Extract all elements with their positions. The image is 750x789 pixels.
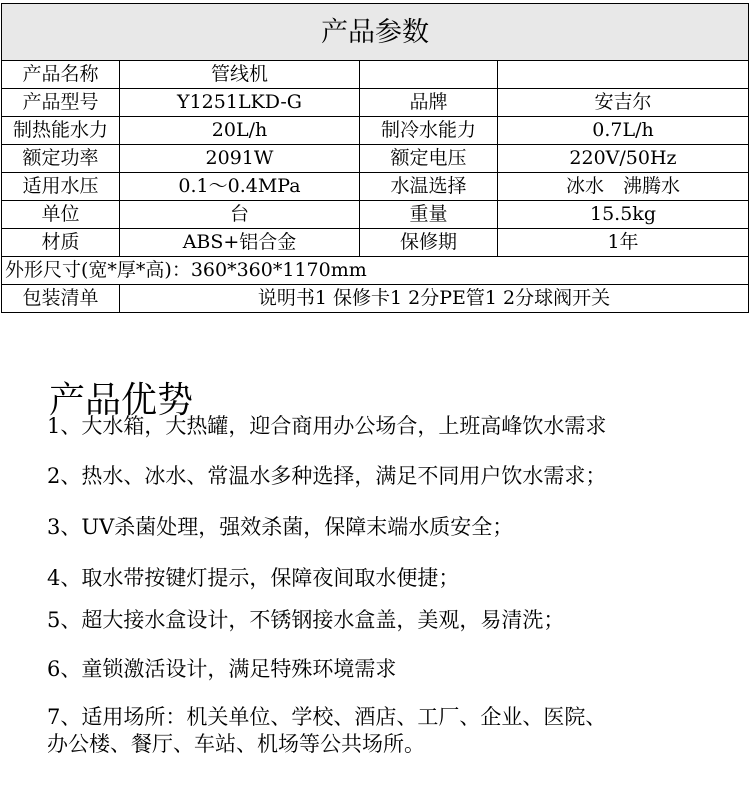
spec-label xyxy=(360,61,498,89)
spec-value: 台 xyxy=(120,201,360,229)
spec-value: Y1251LKD-G xyxy=(120,89,360,117)
spec-value: ABS+铝合金 xyxy=(120,229,360,257)
dimensions-cell: 外形尺寸(宽*厚*高)：360*360*1170mm xyxy=(2,257,749,285)
spec-value: 2091W xyxy=(120,145,360,173)
advantages-title: 产品优势 xyxy=(49,380,194,421)
spec-value: 管线机 xyxy=(120,61,360,89)
spec-value: 1年 xyxy=(498,229,749,257)
list-item: 3、UV杀菌处理，强效杀菌，保障末端水质安全； xyxy=(47,515,514,539)
table-row xyxy=(2,61,749,89)
spec-label: 材质 xyxy=(2,229,120,257)
spec-value: 安吉尔 xyxy=(498,89,749,117)
spec-value: 220V/50Hz xyxy=(498,145,749,173)
table-row xyxy=(2,173,749,201)
table-row xyxy=(2,229,749,257)
spec-label: 制热能水力 xyxy=(2,117,120,145)
table-row xyxy=(2,257,749,285)
spec-label: 适用水压 xyxy=(2,173,120,201)
packing-value: 说明书1 保修卡1 2分PE管1 2分球阀开关 xyxy=(120,285,749,313)
packing-label: 包装清单 xyxy=(2,285,120,313)
spec-label: 制冷水能力 xyxy=(360,117,498,145)
spec-value xyxy=(498,61,749,89)
spec-label: 额定电压 xyxy=(360,145,498,173)
spec-table-title: 产品参数 xyxy=(2,4,749,61)
list-item-line: 7、适用场所：机关单位、学校、酒店、工厂、企业、医院、 xyxy=(47,705,607,729)
spec-table xyxy=(1,3,749,313)
spec-value: 0.1～0.4MPa xyxy=(120,173,360,201)
list-item xyxy=(47,704,606,758)
spec-label: 保修期 xyxy=(360,229,498,257)
table-row xyxy=(2,285,749,313)
spec-value: 20L/h xyxy=(120,117,360,145)
spec-label: 额定功率 xyxy=(2,145,120,173)
table-row xyxy=(2,145,749,173)
spec-label: 重量 xyxy=(360,201,498,229)
table-row xyxy=(2,201,749,229)
list-item: 6、童锁激活设计，满足特殊环境需求 xyxy=(47,657,397,681)
list-item-line: 办公楼、餐厅、车站、机场等公共场所。 xyxy=(47,732,425,756)
spec-value: 15.5kg xyxy=(498,201,749,229)
spec-title-row xyxy=(2,4,749,61)
spec-value: 冰水 沸腾水 xyxy=(498,173,749,201)
table-row xyxy=(2,89,749,117)
spec-label: 产品型号 xyxy=(2,89,120,117)
spec-label: 水温选择 xyxy=(360,173,498,201)
spec-label: 产品名称 xyxy=(2,61,120,89)
list-item: 4、取水带按键灯提示，保障夜间取水便捷； xyxy=(47,566,460,590)
spec-value: 0.7L/h xyxy=(498,117,749,145)
table-row xyxy=(2,117,749,145)
list-item: 2、热水、冰水、常温水多种选择，满足不同用户饮水需求； xyxy=(47,464,607,488)
spec-label: 品牌 xyxy=(360,89,498,117)
spec-label: 单位 xyxy=(2,201,120,229)
list-item: 1、大水箱，大热罐，迎合商用办公场合，上班高峰饮水需求 xyxy=(47,414,607,438)
list-item: 5、超大接水盒设计，不锈钢接水盒盖，美观，易清洗； xyxy=(47,608,565,632)
